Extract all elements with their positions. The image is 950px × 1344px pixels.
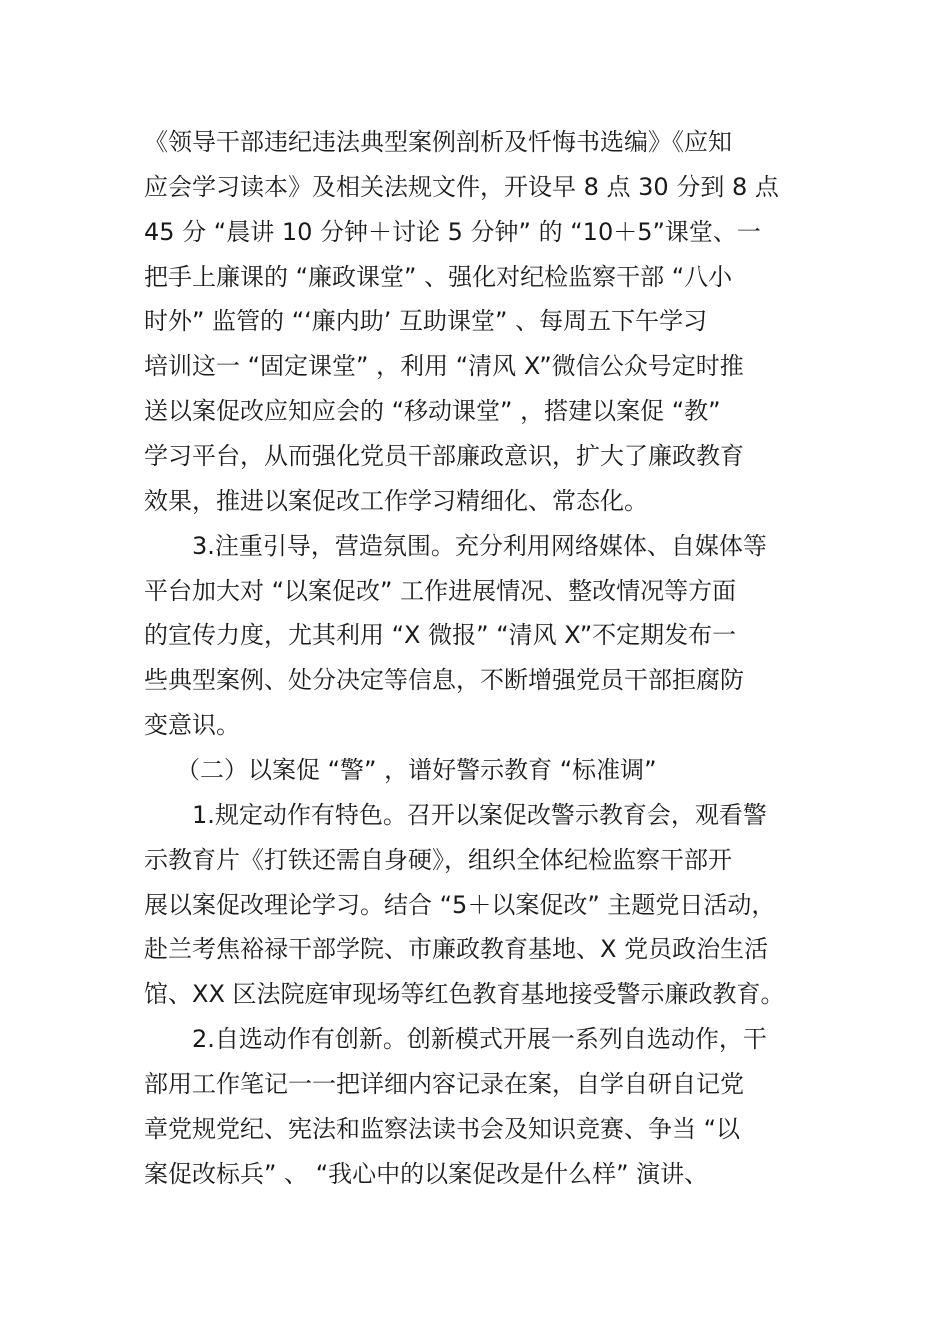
text-line: 把手上廉课的 “廉政课堂” 、强化对纪检监察干部 “八小: [144, 263, 733, 291]
text-line: 的宣传力度，尤其利用 “X 微报” “清风 X”不定期发布一: [144, 621, 737, 649]
section-heading-2: （二）以案促 “警” ，谱好警示教育 “标准调”: [176, 756, 657, 784]
paragraph-heading-3: 3.注重引导，营造氛围。充分利用网络媒体、自媒体等: [192, 532, 767, 560]
text-line: 案促改标兵” 、 “我心中的以案促改是什么样” 演讲、: [144, 1160, 709, 1188]
text-line: 培训这一 “固定课堂” ，利用 “清风 X”微信公众号定时推: [144, 352, 744, 380]
paragraph-heading-1: 1.规定动作有特色。召开以案促改警示教育会，观看警: [192, 801, 767, 829]
text-line: 赴兰考焦裕禄干部学院、市廉政教育基地、X 党员政治生活: [144, 935, 769, 963]
text-line: 应会学习读本》及相关法规文件，开设早 8 点 30 分到 8 点: [144, 173, 779, 201]
text-line: 变意识。: [144, 711, 240, 739]
paragraph-heading-2: 2.自选动作有创新。创新模式开展一系列自选动作，干: [192, 1025, 767, 1053]
text-line: 学习平台，从而强化党员干部廉政意识，扩大了廉政教育: [144, 442, 744, 470]
text-line: 章党规党纪、宪法和监察法读书会及知识竞赛、争当 “以: [144, 1115, 741, 1143]
text-line: 些典型案例、处分决定等信息，不断增强党员干部拒腐防: [144, 666, 744, 694]
text-line: 馆、XX 区法院庭审现场等红色教育基地接受警示廉政教育。: [144, 980, 785, 1008]
text-line: 45 分 “晨讲 10 分钟＋讨论 5 分钟” 的 “10＋5”课堂、一: [144, 218, 761, 246]
text-line: 示教育片《打铁还需自身硬》，组织全体纪检监察干部开: [144, 846, 732, 874]
text-line: 展以案促改理论学习。结合 “5＋以案促改” 主题党日活动，: [144, 891, 776, 919]
text-line: 《领导干部违纪违法典型案例剖析及忏悔书选编》《应知: [144, 128, 732, 156]
text-line: 送以案促改应知应会的 “移动课堂” ，搭建以案促 “教”: [144, 397, 721, 425]
text-line: 时外” 监管的 “‘廉内助’ 互助课堂” 、每周五下午学习: [144, 307, 708, 335]
text-line: 效果，推进以案促改工作学习精细化、常态化。: [144, 487, 648, 515]
text-line: 平台加大对 “以案促改” 工作进展情况、整改情况等方面: [144, 577, 737, 605]
text-line: 部用工作笔记一一把详细内容记录在案，自学自研自记党: [144, 1070, 744, 1098]
